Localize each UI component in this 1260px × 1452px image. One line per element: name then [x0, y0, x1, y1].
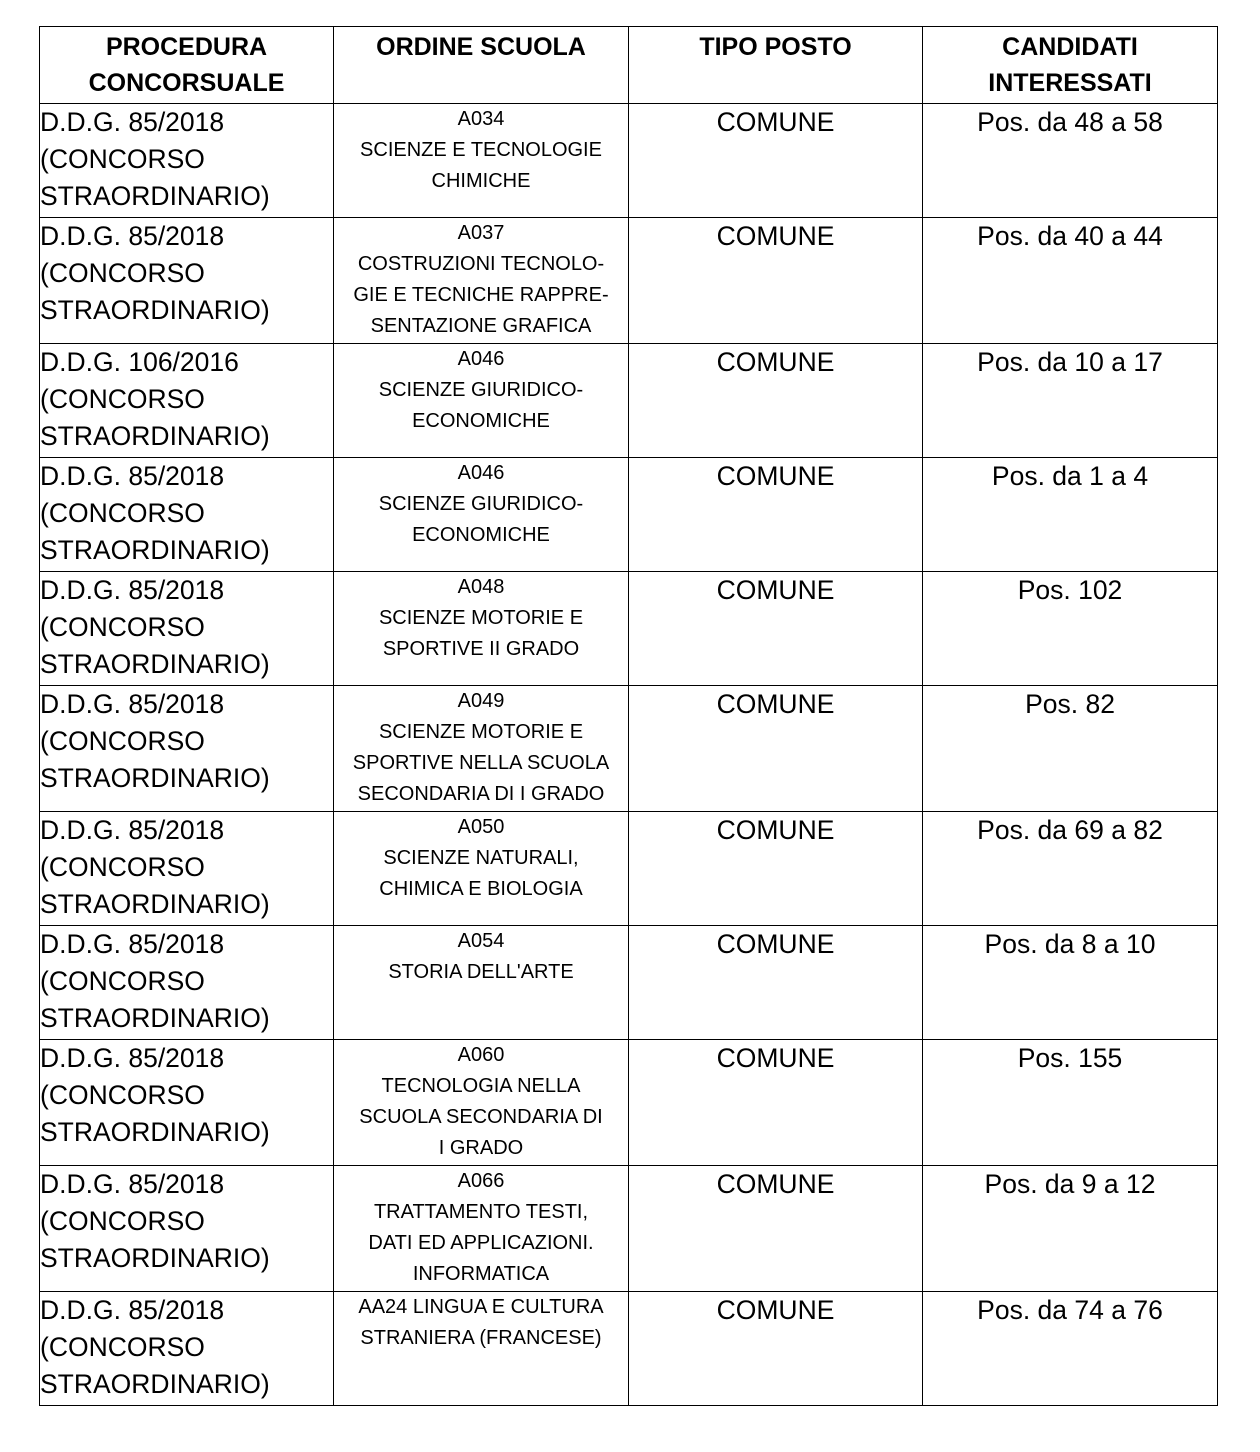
- procedura-line: (CONCORSO: [40, 498, 205, 528]
- header-procedura-line: CONCORSUALE: [88, 69, 285, 97]
- cell-procedura: [40, 1166, 334, 1292]
- header-ordine-line: ORDINE SCUOLA: [376, 33, 586, 61]
- cell-ordine-scuola: [334, 812, 629, 926]
- table-row: [40, 458, 1218, 572]
- procedura-line: STRAORDINARIO): [40, 295, 270, 325]
- table-row: [40, 926, 1218, 1040]
- ordine-line: SCUOLA SECONDARIA DI: [359, 1106, 603, 1128]
- header-candidati-line: INTERESSATI: [988, 69, 1152, 97]
- ordine-line: SPORTIVE NELLA SCUOLA: [352, 752, 610, 774]
- cell-procedura: [40, 1292, 334, 1406]
- procedura-line: STRAORDINARIO): [40, 649, 270, 679]
- cell-tipo-posto: COMUNE: [629, 1292, 923, 1406]
- cell-candidati: Pos. da 10 a 17: [923, 344, 1218, 458]
- table-row: [40, 218, 1218, 344]
- ordine-line: SCIENZE MOTORIE E: [378, 721, 584, 743]
- cell-procedura: [40, 1040, 334, 1166]
- ordine-line: SCIENZE GIURIDICO-: [378, 493, 584, 515]
- procedura-line: D.D.G. 85/2018: [40, 221, 225, 251]
- ordine-line: A046: [457, 348, 505, 370]
- ordine-line: AA24 LINGUA E CULTURA: [358, 1296, 604, 1318]
- cell-ordine-scuola: [334, 1292, 629, 1406]
- ordine-line: A048: [457, 576, 505, 598]
- cell-procedura: [40, 686, 334, 812]
- ordine-line: TRATTAMENTO TESTI,: [373, 1201, 589, 1223]
- ordine-line: DATI ED APPLICAZIONI.: [368, 1232, 594, 1254]
- procedura-line: (CONCORSO: [40, 1206, 205, 1236]
- cell-tipo-posto: COMUNE: [629, 686, 923, 812]
- procedura-line: STRAORDINARIO): [40, 181, 270, 211]
- ordine-line: TECNOLOGIA NELLA: [381, 1075, 581, 1097]
- ordine-line: SCIENZE E TECNOLOGIE: [360, 139, 602, 161]
- table-row: [40, 344, 1218, 458]
- procedura-line: D.D.G. 85/2018: [40, 815, 225, 845]
- procedura-line: (CONCORSO: [40, 612, 205, 642]
- ordine-line: ECONOMICHE: [412, 410, 550, 432]
- cell-procedura: [40, 572, 334, 686]
- procedura-line: STRAORDINARIO): [40, 1243, 270, 1273]
- procedura-line: (CONCORSO: [40, 1080, 205, 1110]
- ordine-line: A050: [457, 816, 505, 838]
- cell-candidati: Pos. da 9 a 12: [923, 1166, 1218, 1292]
- ordine-line: SCIENZE GIURIDICO-: [378, 379, 584, 401]
- cell-ordine-scuola: [334, 686, 629, 812]
- table-row: [40, 1040, 1218, 1166]
- cell-ordine-scuola: [334, 1166, 629, 1292]
- procedura-line: D.D.G. 85/2018: [40, 1295, 225, 1325]
- cell-tipo-posto: COMUNE: [629, 926, 923, 1040]
- table-row: [40, 812, 1218, 926]
- cell-candidati: Pos. da 48 a 58: [923, 104, 1218, 218]
- procedura-line: STRAORDINARIO): [40, 421, 270, 451]
- procedura-line: STRAORDINARIO): [40, 1369, 270, 1399]
- cell-candidati: Pos. 155: [923, 1040, 1218, 1166]
- cell-ordine-scuola: [334, 104, 629, 218]
- procedura-line: (CONCORSO: [40, 966, 205, 996]
- cell-tipo-posto: COMUNE: [629, 1040, 923, 1166]
- header-procedura-line: PROCEDURA: [105, 33, 268, 61]
- cell-tipo-posto: COMUNE: [629, 572, 923, 686]
- header-procedura: [40, 27, 334, 104]
- ordine-line: COSTRUZIONI TECNOLO-: [357, 253, 605, 275]
- table-row: [40, 104, 1218, 218]
- procedura-line: STRAORDINARIO): [40, 763, 270, 793]
- cell-procedura: [40, 926, 334, 1040]
- cell-tipo-posto: COMUNE: [629, 1166, 923, 1292]
- cell-procedura: [40, 458, 334, 572]
- cell-procedura: [40, 104, 334, 218]
- cell-candidati: Pos. da 8 a 10: [923, 926, 1218, 1040]
- header-ordine: [334, 27, 629, 104]
- header-row: [40, 27, 1218, 104]
- ordine-line: STORIA DELL'ARTE: [388, 961, 574, 983]
- ordine-line: SCIENZE MOTORIE E: [378, 607, 584, 629]
- procedura-line: (CONCORSO: [40, 852, 205, 882]
- header-candidati: [923, 27, 1218, 104]
- ordine-line: A054: [457, 930, 505, 952]
- cell-ordine-scuola: [334, 458, 629, 572]
- procedura-line: (CONCORSO: [40, 144, 205, 174]
- cell-ordine-scuola: [334, 926, 629, 1040]
- procedura-line: STRAORDINARIO): [40, 535, 270, 565]
- procedura-line: D.D.G. 85/2018: [40, 1169, 225, 1199]
- ordine-line: A066: [457, 1170, 505, 1192]
- procedura-line: (CONCORSO: [40, 384, 205, 414]
- ordine-line: SCIENZE NATURALI,: [383, 847, 579, 869]
- cell-tipo-posto: COMUNE: [629, 458, 923, 572]
- cell-candidati: Pos. da 40 a 44: [923, 218, 1218, 344]
- procedura-line: STRAORDINARIO): [40, 1117, 270, 1147]
- cell-procedura: [40, 812, 334, 926]
- ordine-line: INFORMATICA: [412, 1263, 550, 1285]
- cell-ordine-scuola: [334, 1040, 629, 1166]
- procedura-line: D.D.G. 85/2018: [40, 929, 225, 959]
- cell-candidati: Pos. 82: [923, 686, 1218, 812]
- header-tipo: [629, 27, 923, 104]
- table-row: [40, 572, 1218, 686]
- ordine-line: I GRADO: [438, 1137, 524, 1159]
- ordine-line: SENTAZIONE GRAFICA: [370, 315, 592, 337]
- ordine-line: ECONOMICHE: [412, 524, 550, 546]
- ordine-line: GIE E TECNICHE RAPPRE-: [353, 284, 609, 306]
- ordine-line: SECONDARIA DI I GRADO: [357, 783, 605, 805]
- procedura-line: (CONCORSO: [40, 726, 205, 756]
- cell-candidati: Pos. 102: [923, 572, 1218, 686]
- ordine-line: A037: [457, 222, 505, 244]
- procedura-line: D.D.G. 106/2016: [40, 347, 239, 377]
- cell-ordine-scuola: [334, 218, 629, 344]
- procedura-line: D.D.G. 85/2018: [40, 689, 225, 719]
- cell-tipo-posto: COMUNE: [629, 218, 923, 344]
- procedura-line: D.D.G. 85/2018: [40, 1043, 225, 1073]
- cell-procedura: [40, 344, 334, 458]
- cell-procedura: [40, 218, 334, 344]
- procedura-line: D.D.G. 85/2018: [40, 575, 225, 605]
- procedura-line: D.D.G. 85/2018: [40, 461, 225, 491]
- procedura-line: (CONCORSO: [40, 258, 205, 288]
- header-tipo-line: TIPO POSTO: [699, 33, 852, 61]
- ordine-line: CHIMICA E BIOLOGIA: [379, 878, 583, 900]
- ordine-line: A034: [457, 108, 505, 130]
- ordine-line: A060: [457, 1044, 505, 1066]
- table-row: [40, 1292, 1218, 1406]
- procedura-line: D.D.G. 85/2018: [40, 107, 225, 137]
- procedura-line: (CONCORSO: [40, 1332, 205, 1362]
- cell-tipo-posto: COMUNE: [629, 812, 923, 926]
- procedura-line: STRAORDINARIO): [40, 1003, 270, 1033]
- cell-ordine-scuola: [334, 344, 629, 458]
- cell-candidati: Pos. da 69 a 82: [923, 812, 1218, 926]
- cell-tipo-posto: COMUNE: [629, 344, 923, 458]
- procedura-line: STRAORDINARIO): [40, 889, 270, 919]
- candidates-table: [39, 26, 1218, 1406]
- ordine-line: SPORTIVE II GRADO: [382, 638, 580, 660]
- cell-candidati: Pos. da 74 a 76: [923, 1292, 1218, 1406]
- cell-candidati: Pos. da 1 a 4: [923, 458, 1218, 572]
- cell-tipo-posto: COMUNE: [629, 104, 923, 218]
- ordine-line: A049: [457, 690, 505, 712]
- ordine-line: CHIMICHE: [431, 170, 531, 192]
- header-candidati-line: CANDIDATI: [1002, 33, 1138, 61]
- table-row: [40, 1166, 1218, 1292]
- ordine-line: STRANIERA (FRANCESE): [360, 1327, 602, 1349]
- ordine-line: A046: [457, 462, 505, 484]
- cell-ordine-scuola: [334, 572, 629, 686]
- table-row: [40, 686, 1218, 812]
